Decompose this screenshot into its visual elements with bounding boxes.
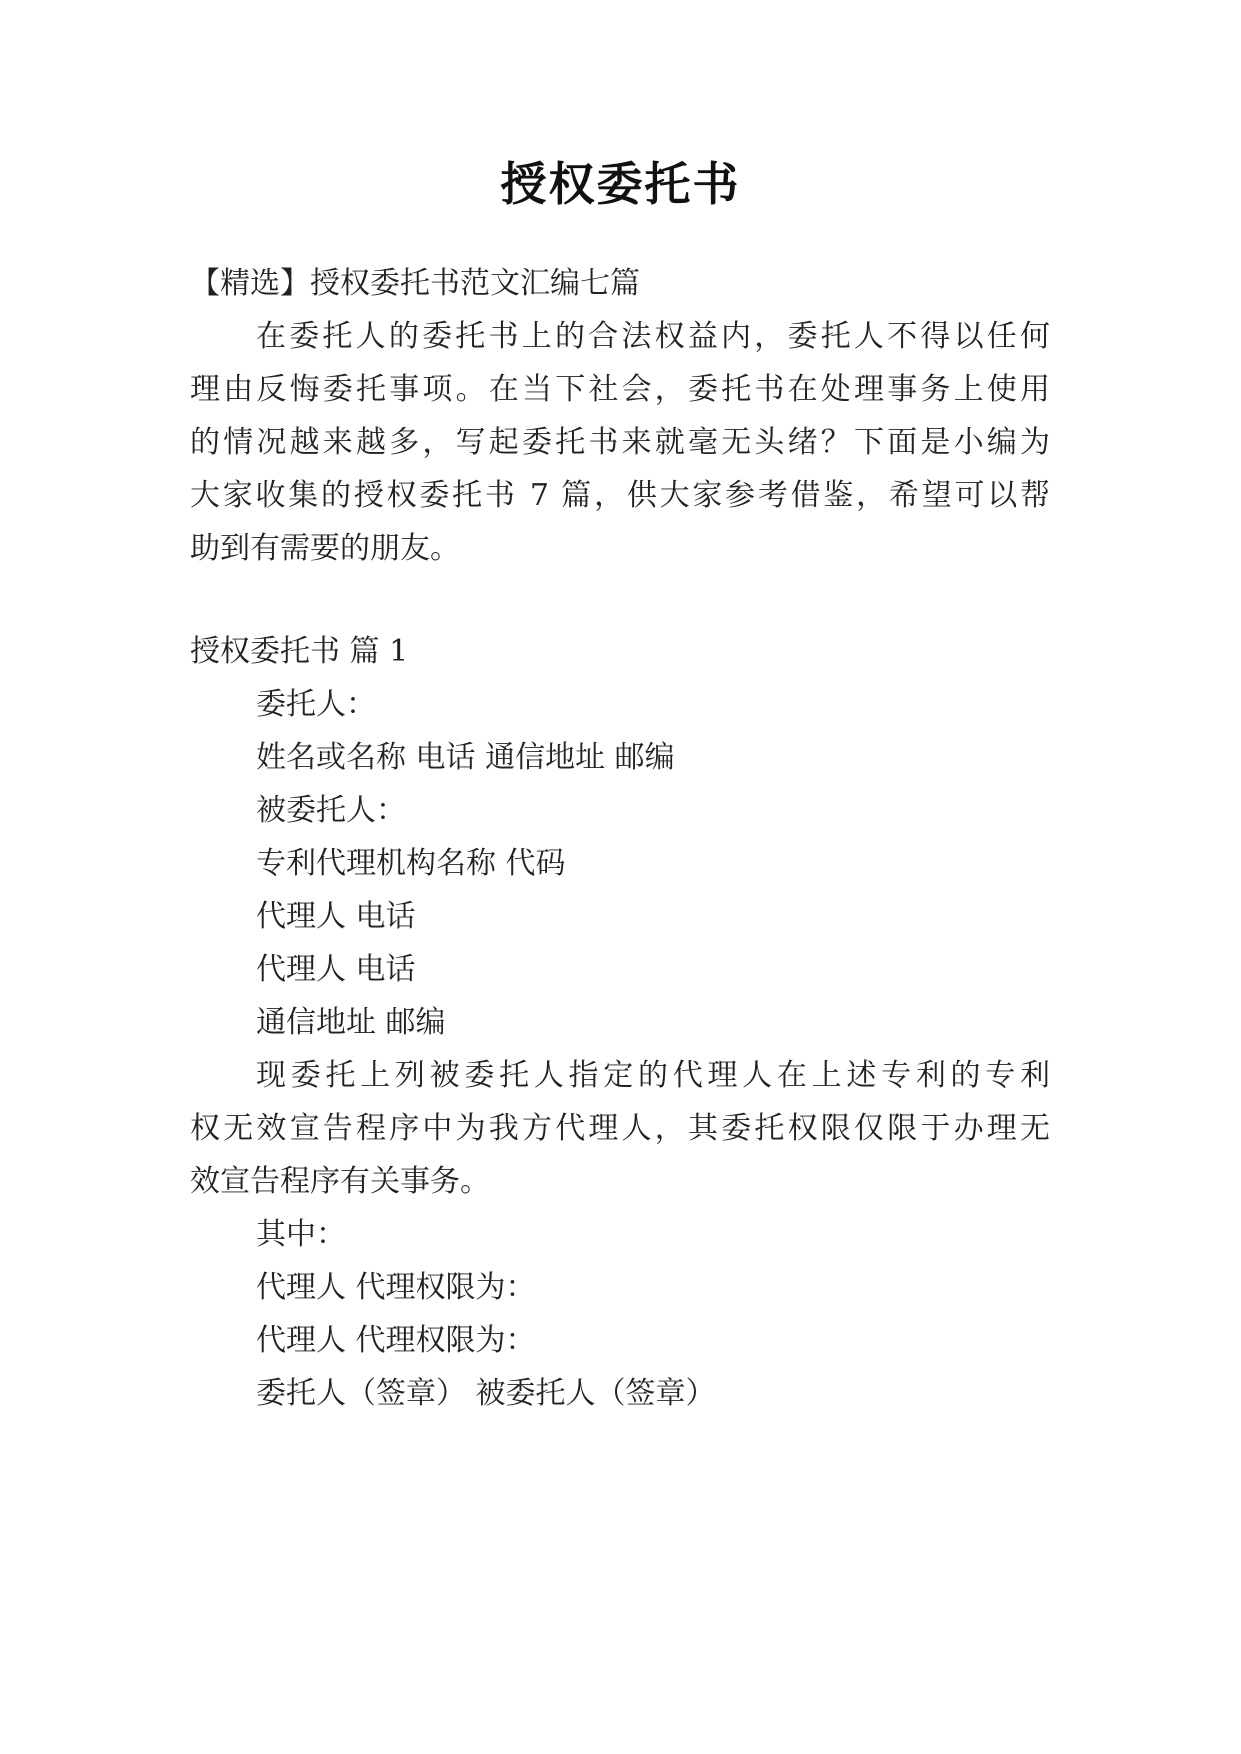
tail-signatures: 委托人（签章） 被委托人（签章）	[256, 1376, 716, 1411]
field-agent-label: 被委托人：	[256, 793, 406, 828]
intro-line-3: 的情况越来越多，写起委托书来就毫无头绪？下面是小编为	[190, 425, 1050, 460]
field-agent-2: 代理人 电话	[256, 952, 416, 987]
tail-agent-authority-1: 代理人 代理权限为：	[256, 1270, 536, 1305]
document-title: 授权委托书	[500, 157, 741, 211]
intro-line-5: 助到有需要的朋友。	[190, 531, 460, 566]
field-principal-details: 姓名或名称 电话 通信地址 邮编	[256, 740, 675, 775]
field-address: 通信地址 邮编	[256, 1005, 446, 1040]
field-principal-label: 委托人：	[256, 687, 376, 722]
body-line-1: 现委托上列被委托人指定的代理人在上述专利的专利	[256, 1058, 1050, 1093]
tail-agent-authority-2: 代理人 代理权限为：	[256, 1323, 536, 1358]
intro-line-1: 在委托人的委托书上的合法权益内，委托人不得以任何	[256, 319, 1050, 354]
intro-line-4: 大家收集的授权委托书 7 篇，供大家参考借鉴，希望可以帮	[190, 478, 1050, 513]
document-subtitle: 【精选】授权委托书范文汇编七篇	[190, 266, 640, 301]
field-agent-1: 代理人 电话	[256, 899, 416, 934]
body-line-3: 效宣告程序有关事务。	[190, 1164, 490, 1199]
tail-among: 其中：	[256, 1217, 346, 1252]
body-line-2: 权无效宣告程序中为我方代理人，其委托权限仅限于办理无	[190, 1111, 1050, 1146]
intro-line-2: 理由反悔委托事项。在当下社会，委托书在处理事务上使用	[190, 372, 1050, 407]
field-agency-name: 专利代理机构名称 代码	[256, 846, 566, 881]
section-heading: 授权委托书 篇 1	[190, 634, 409, 669]
